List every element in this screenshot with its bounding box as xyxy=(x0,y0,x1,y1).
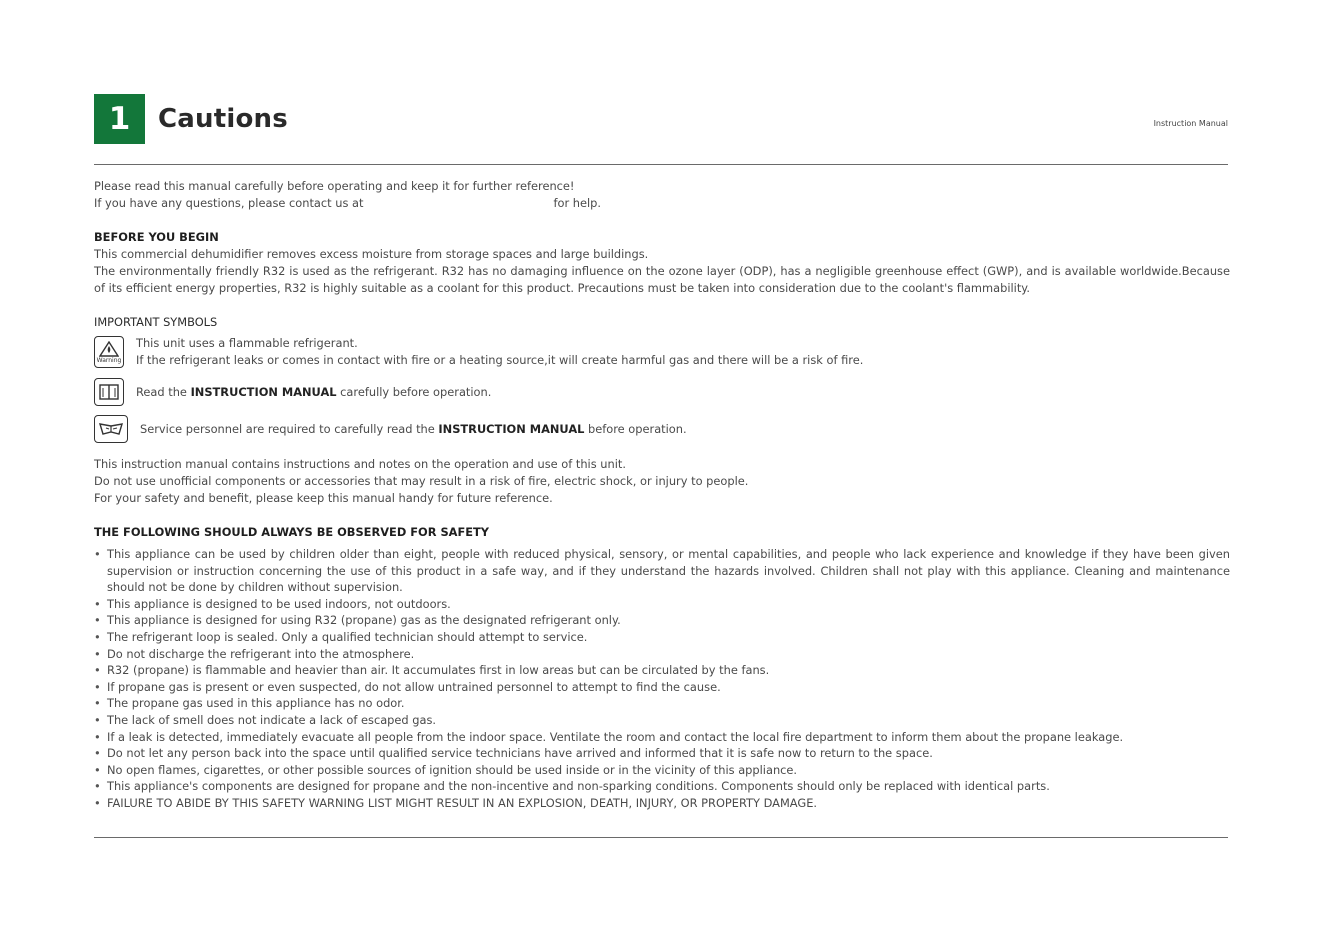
before-line-2: The environmentally friendly R32 is used as the refrigerant. R32 has no damaging influence on the ozone layer (ODP), has a negligible greenhouse effect (GWP), and is available worldwide.Because of its efficient energy properties, R32 is highly suitable as a coolant for this product. Precautions must be taken into consideration due to the coolant's flammability. xyxy=(94,264,1230,295)
read-manual-post: carefully before operation. xyxy=(340,384,492,399)
header-divider xyxy=(94,164,1228,165)
intro-line-1: Please read this manual carefully before operating and keep it for further reference! xyxy=(94,179,575,193)
safety-list xyxy=(94,546,1230,812)
chapter-number: 1 xyxy=(108,101,131,137)
safety-item: • No open flames, cigarettes, or other possible sources of ignition should be used inside or in the vicinity of this appliance. xyxy=(94,762,1230,779)
manual-label: Instruction Manual xyxy=(1153,119,1228,128)
service-symbol-row xyxy=(94,415,1230,443)
safety-heading: THE FOLLOWING SHOULD ALWAYS BE OBSERVED FOR SAFETY xyxy=(94,525,490,539)
safety-item: • The lack of smell does not indicate a lack of escaped gas. xyxy=(94,712,1230,729)
warning-icon-label: Warning xyxy=(96,356,122,364)
page-content xyxy=(94,178,1230,812)
warning-symbol-row xyxy=(94,335,1230,369)
manual-book-icon xyxy=(94,378,124,406)
read-manual-pre: Read the xyxy=(136,384,187,399)
read-manual-emphasis: INSTRUCTION MANUAL xyxy=(190,384,337,399)
before-line-1: This commercial dehumidifier removes excess moisture from storage spaces and large buildings. xyxy=(94,247,649,261)
safety-item: • FAILURE TO ABIDE BY THIS SAFETY WARNING LIST MIGHT RESULT IN AN EXPLOSION, DEATH, INJURY, OR PROPERTY DAMAGE. xyxy=(94,795,1230,812)
usage-line-2: Do not use unofficial components or accessories that may result in a risk of fire, electric shock, or injury to people. xyxy=(94,474,749,488)
safety-item: • R32 (propane) is flammable and heavier than air. It accumulates first in low areas but can be circulated by the fans. xyxy=(94,662,1230,679)
usage-line-1: This instruction manual contains instructions and notes on the operation and use of this unit. xyxy=(94,457,626,471)
safety-item: • Do not discharge the refrigerant into the atmosphere. xyxy=(94,646,1230,663)
intro-line-2 xyxy=(94,195,1230,212)
warning-flame-icon xyxy=(94,336,124,368)
warning-line-1: This unit uses a flammable refrigerant. xyxy=(136,336,358,350)
safety-item: • If propane gas is present or even suspected, do not allow untrained personnel to attempt to find the cause. xyxy=(94,679,1230,696)
safety-item: • The refrigerant loop is sealed. Only a qualified technician should attempt to service. xyxy=(94,629,1230,646)
safety-item: • Do not let any person back into the space until qualified service technicians have arrived and informed that it is safe now to return to the space. xyxy=(94,745,1230,762)
important-symbols-heading: IMPORTANT SYMBOLS xyxy=(94,315,218,329)
usage-line-3: For your safety and benefit, please keep this manual handy for future reference. xyxy=(94,491,553,505)
safety-item: • This appliance is designed to be used indoors, not outdoors. xyxy=(94,596,1230,613)
service-manual-pre: Service personnel are required to carefully read the xyxy=(140,421,435,436)
safety-item: • This appliance is designed for using R32 (propane) gas as the designated refrigerant only. xyxy=(94,612,1230,629)
safety-item: • This appliance's components are designed for propane and the non-incentive and non-sparking conditions. Components should only be replaced with identical parts. xyxy=(94,778,1230,795)
before-you-begin-heading: BEFORE YOU BEGIN xyxy=(94,230,219,244)
service-manual-post: before operation. xyxy=(588,421,687,436)
service-manual-icon xyxy=(94,415,128,443)
safety-item: • This appliance can be used by children older than eight, people with reduced physical, sensory, or mental capabilities, and people who lack experience and knowledge if they have been given supervision or instruction concerning the use of this product in a safe way, and if they understand the hazards involved. Children shall not play with this appliance. Cleaning and maintenance should not be done by children without supervision. xyxy=(94,546,1230,596)
service-manual-text xyxy=(140,421,687,438)
safety-item: • If a leak is detected, immediately evacuate all people from the indoor space. Ventilate the room and contact the local fire department to inform them about the propane leakage. xyxy=(94,729,1230,746)
read-manual-text xyxy=(136,384,491,401)
chapter-number-badge xyxy=(94,94,145,144)
intro-contact-text: If you have any questions, please contact us at xyxy=(94,196,364,210)
read-manual-symbol-row xyxy=(94,378,1230,406)
service-manual-emphasis: INSTRUCTION MANUAL xyxy=(438,421,585,436)
warning-line-2: If the refrigerant leaks or comes in contact with fire or a heating source,it will create harmful gas and there will be a risk of fire. xyxy=(136,353,864,367)
safety-item: • The propane gas used in this appliance has no odor. xyxy=(94,695,1230,712)
chapter-title: Cautions xyxy=(158,104,288,134)
footer-divider xyxy=(94,837,1228,838)
intro-help-text: for help. xyxy=(553,196,602,210)
